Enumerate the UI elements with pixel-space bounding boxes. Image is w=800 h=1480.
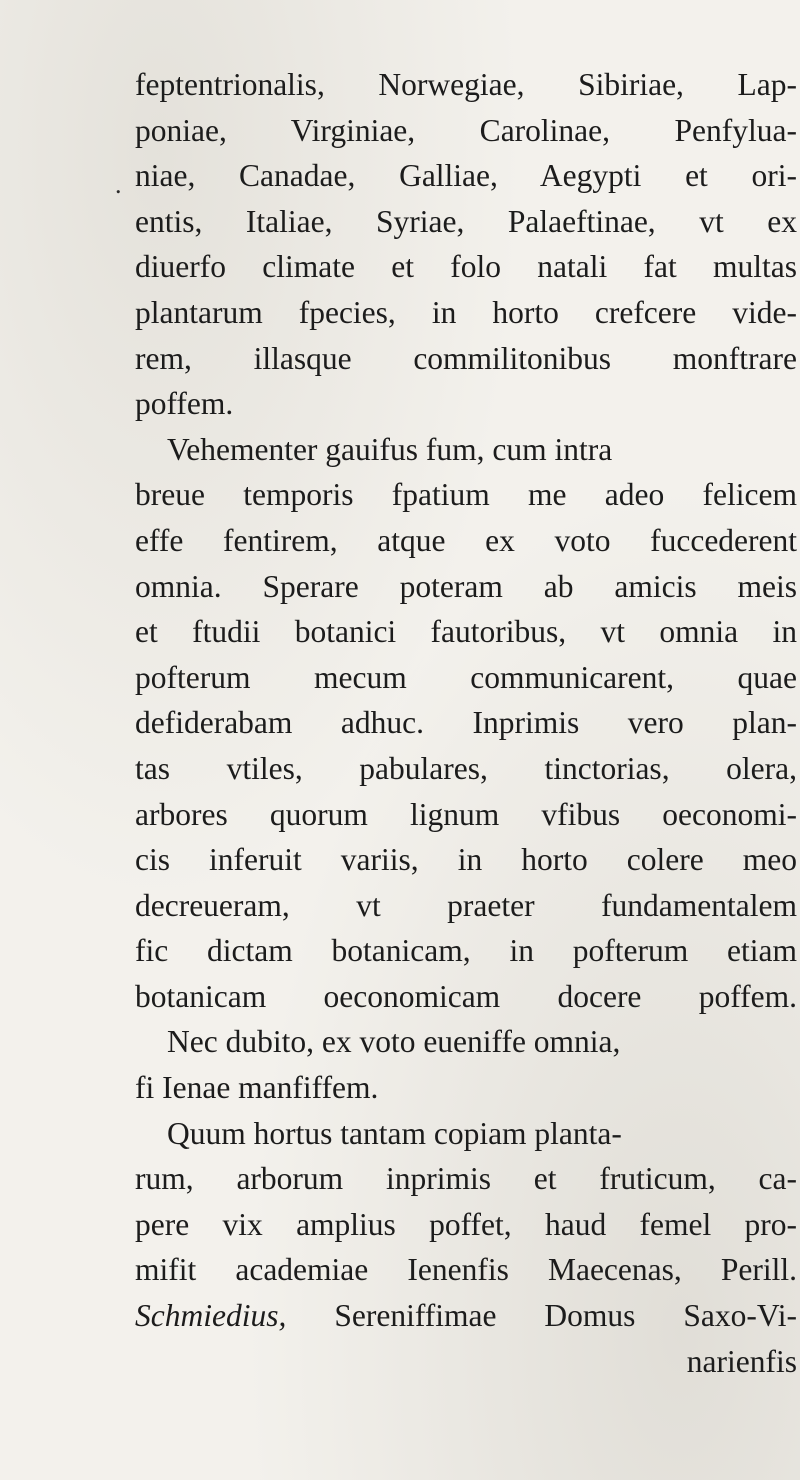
body-text <box>135 62 797 1384</box>
text-line-17: arbores quorum lignum vfibus oeconomi- <box>135 796 797 832</box>
text-line-28-rest: Sereniffimae Domus Saxo-Vi- <box>334 1298 797 1334</box>
text-line-5: diuerfo climate et folo natali fat multas <box>135 249 797 285</box>
text-line-22: Nec dubito, ex voto eueniffe omnia, <box>167 1024 621 1060</box>
text-line-19: decreueram, vt praeter fundamentalem <box>135 887 797 923</box>
text-line-14: pofterum mecum communicarent, quae <box>135 659 797 695</box>
text-line-3: niae, Canadae, Galliae, Aegypti et ori- <box>135 158 797 194</box>
text-line-6: plantarum fpecies, in horto crefcere vide- <box>135 294 797 330</box>
text-line-12: omnia. Sperare poteram ab amicis meis <box>135 568 797 604</box>
text-line-8: poffem. <box>135 386 234 422</box>
text-line-27: mifit academiae Ienenfis Maecenas, Perill. <box>135 1252 797 1288</box>
text-line-15: defiderabam adhuc. Inprimis vero plan- <box>135 705 797 741</box>
text-line-21: botanicam oeconomicam docere poffem. <box>135 978 797 1014</box>
text-line-24: Quum hortus tantam copiam planta- <box>167 1115 622 1151</box>
text-line-2: poniae, Virginiae, Carolinae, Penfylua- <box>135 112 797 148</box>
text-line-13: et ftudii botanici fautoribus, vt omnia in <box>135 614 797 650</box>
text-line-7: rem, illasque commilitonibus monftrare <box>135 340 797 376</box>
text-line-23: fi Ienae manfiffem. <box>135 1070 379 1106</box>
text-line-18: cis inferuit variis, in horto colere meo <box>135 842 797 878</box>
text-line-16: tas vtiles, pabulares, tinctorias, olera, <box>135 750 797 786</box>
text-line-10: breue temporis fpatium me adeo felicem <box>135 477 797 513</box>
text-line-11: effe fentirem, atque ex voto fuccederent <box>135 522 797 558</box>
text-line-20: fic dictam botanicam, in pofterum etiam <box>135 933 797 969</box>
text-line-25: rum, arborum inprimis et fruticum, ca- <box>135 1161 797 1197</box>
text-line-28 <box>135 1293 797 1339</box>
text-line-26: pere vix amplius poffet, haud femel pro- <box>135 1206 797 1242</box>
author-name-italic: Schmiedius, <box>135 1298 287 1334</box>
text-line-4: entis, Italiae, Syriae, Palaeftinae, vt ex <box>135 203 797 239</box>
catchword: narienfis <box>686 1343 797 1379</box>
text-line-1: feptentrionalis, Norwegiae, Sibiriae, Lap- <box>135 67 797 102</box>
text-line-9: Vehementer gauifus fum, cum intra <box>167 431 613 467</box>
margin-mark: . <box>115 170 122 199</box>
